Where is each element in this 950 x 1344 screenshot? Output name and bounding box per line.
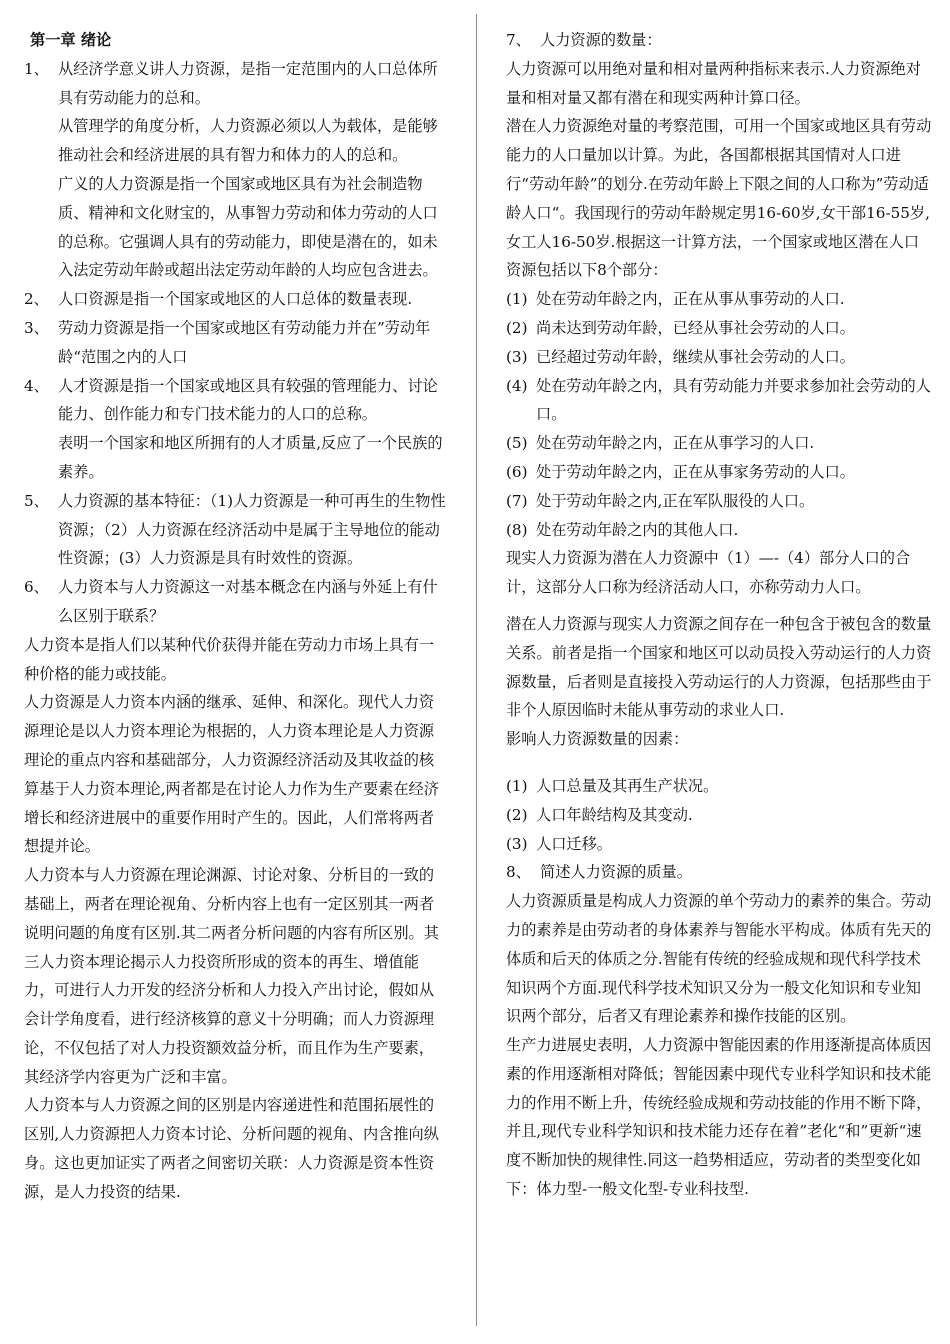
paragraph: 影响人力资源数量的因素： [506,730,689,749]
item-text: 劳动力资源是指一个国家或地区有劳动能力并在”劳动年龄“范围之内的人口 [58,318,431,366]
item-text: 简述人力资源的质量。 [540,863,692,882]
factor-list [506,772,932,858]
list-item [24,487,448,573]
list-item [24,573,448,631]
item-number: (3) [506,834,528,853]
item-number: 7、 [506,31,531,49]
column-divider [476,14,477,1326]
item-number: 1、 [24,59,49,78]
paragraph: 广义的人力资源是指一个国家或地区具有为社会制造物质、精神和文化财宝的，从事智力劳动和体力劳动的人口的总称。它强调人具有的劳动能力，即使是潜在的，如未入法定劳动年龄或超出法定劳动年龄的人均应包含进去。 [58,174,438,280]
paragraph: 人力资源可以用绝对量和相对量两种指标来表示.人力资源绝对量和相对量又都有潜在和现实两种计算口径。 [506,59,921,107]
item-text: 处于劳动年龄之内,正在军队服役的人口。 [536,491,815,510]
item-number: (5) [506,434,528,453]
item-number: 8、 [506,863,531,882]
chapter-title: 第一章 绪论 [30,31,112,49]
paragraph: 潜在人力资源绝对量的考察范围，可用一个国家或地区具有劳动能力的人口量加以计算。为此，各国都根据其国情对人口进行“劳动年龄”的划分.在劳动年龄上下限之间的人口称为”劳动适龄人口“。我国现行的劳动年龄规定男16-60岁,女干部16-55岁,女工人16-50岁.根据这一计算方法，一个国家或地区潜在人口资源包括以下8个部分： [506,117,932,280]
item-text: 人才资源是指一个国家或地区具有较强的管理能力、讨论能力、创作能力和专门技术能力的人口的总称。 [58,376,438,424]
list-item [506,429,932,458]
item-number: 6、 [24,578,49,597]
list-item [506,372,932,430]
list-item [506,314,932,343]
item-number: (8) [506,520,528,539]
list-item [24,55,448,113]
list-item [506,285,932,314]
spacer [506,602,932,610]
item-text: 人口总量及其再生产状况。 [536,776,719,795]
paragraph: 人力资本与人力资源之间的区别是内容递进性和范围拓展性的区别,人力资源把人力资本讨论、分析问题的视角、内含推向纵身。这也更加证实了两者之间密切关联：人力资源是资本性资源，是人力投资的结果. [24,1096,439,1201]
item-number: (7) [506,491,528,510]
item-number: 3、 [24,318,49,337]
spacer [506,754,932,772]
item-text: 人口年龄结构及其变动. [536,805,693,824]
item-text: 处于劳动年龄之内，正在从事家务劳动的人口。 [536,462,855,481]
item-text: 处在劳动年龄之内，具有劳动能力并要求参加社会劳动的人口。 [536,376,931,424]
list-item [506,801,932,830]
item-text: 已经超过劳动年龄，继续从事社会劳动的人口。 [536,347,855,366]
item-text: 处在劳动年龄之内的其他人口. [536,520,739,539]
list-item [506,343,932,372]
list-item [24,285,448,314]
item-number: (2) [506,318,528,337]
list-item [24,372,448,430]
list-item [506,830,932,859]
list-item [506,858,932,887]
item-text: 从经济学意义讲人力资源，是指一定范围内的人口总体所具有劳动能力的总和。 [58,59,438,107]
item-text: 处在劳动年龄之内，正在从事从事劳动的人口. [536,290,845,309]
list-item [506,772,932,801]
list-item [24,314,448,372]
item-number: (6) [506,462,528,481]
item-number: 5、 [24,491,49,510]
item-text: 人力资本与人力资源这一对基本概念在内涵与外延上有什么区别于联系？ [58,578,438,625]
list-item [506,487,932,516]
paragraph: 潜在人力资源与现实人力资源之间存在一种包含于被包含的数量关系。前者是指一个国家和地区可以动员投入劳动运行的人力资源数量，后者则是直接投入劳动运行的人力资源，包括那些由于非个人原因临时未能从事劳动的求业人口. [506,614,932,720]
item-number: (2) [506,805,528,824]
paragraph: 表明一个国家和地区所拥有的人才质量,反应了一个民族的素养。 [58,434,443,481]
paragraph: 生产力进展史表明，人力资源中智能因素的作用逐渐提高体质因素的作用逐渐相对降低；智能因素中现代专业科学知识和技术能力的作用不断上升，传统经验成规和劳动技能的作用不断下降，并且,现代专业科学知识和技术能力还存在着”老化“和”更新“速度不断加快的规律性.同这一趋势相适应，劳动者的类型变化如下：体力型-一般文化型-专业科技型. [506,1036,932,1199]
paragraph: 人力资本是指人们以某种代价获得并能在劳动力市场上具有一种价格的能力或技能。 [24,635,435,683]
item-number: (3) [506,347,528,366]
item-number: 4、 [24,376,49,395]
item-text: 处在劳动年龄之内，正在从事学习的人口. [536,434,815,453]
list-item [506,516,932,545]
item-text: 人力资源的基本特征：（1)人力资源是一种可再生的生物性资源；（2）人力资源在经济活动中是属于主导地位的能动性资源；(3）人力资源是具有时效性的资源。 [58,491,446,568]
item-number: (4) [506,376,528,395]
item-text: 人力资源的数量： [540,31,662,49]
population-category-list [506,285,932,544]
item-text: 尚未达到劳动年龄，已经从事社会劳动的人口。 [536,318,855,337]
paragraph: 从管理学的角度分析，人力资源必须以人为载体，是能够推动社会和经济进展的具有智力和体力的人的总和。 [58,117,438,165]
item-text: 人口迁移。 [536,834,612,853]
paragraph: 人力资源质量是构成人力资源的单个劳动力的素养的集合。劳动力的素养是由劳动者的身体素养与智能水平构成。体质有先天的体质和后天的体质之分.智能有传统的经验成规和现代科学技术知识两个方面.现代科学技术知识又分为一般文化知识和专业知识两个部分，后者又有理论素养和操作技能的区别。 [506,892,932,1026]
left-column [24,26,448,1207]
paragraph: 现实人力资源为潜在人力资源中（1）—-（4）部分人口的合计，这部分人口称为经济活动人口，亦称劳动力人口。 [506,549,911,597]
paragraph: 人力资本与人力资源在理论渊源、讨论对象、分析目的一致的基础上，两者在理论视角、分析内容上也有一定区别其一两者说明问题的角度有区别.其二两者分析问题的内容有所区别。其三人力资本理论揭示人力投资所形成的资本的再生、增值能力，可进行人力开发的经济分析和人力投入产出讨论，假如从会计学角度看，进行经济核算的意义十分明确；而人力资源理论，不仅包括了对人力投资额效益分析，而且作为生产要素，其经济学内容更为广泛和丰富。 [24,866,439,1086]
right-column [506,26,932,1204]
item-number: (1) [506,290,528,309]
list-item [506,458,932,487]
item-number: (1) [506,776,528,795]
paragraph: 人力资源是人力资本内涵的继承、延伸、和深化。现代人力资源理论是以人力资本理论为根据的，人力资本理论是人力资源理论的重点内容和基础部分，人力资源经济活动及其收益的核算基于人力资本理论,两者都是在讨论人力作为生产要素在经济增长和经济进展中的重要作用时产生的。因此，人们常将两者想提并论。 [24,693,439,856]
list-item [506,26,932,55]
item-number: 2、 [24,290,49,309]
item-text: 人口资源是指一个国家或地区的人口总体的数量表现. [58,290,413,309]
